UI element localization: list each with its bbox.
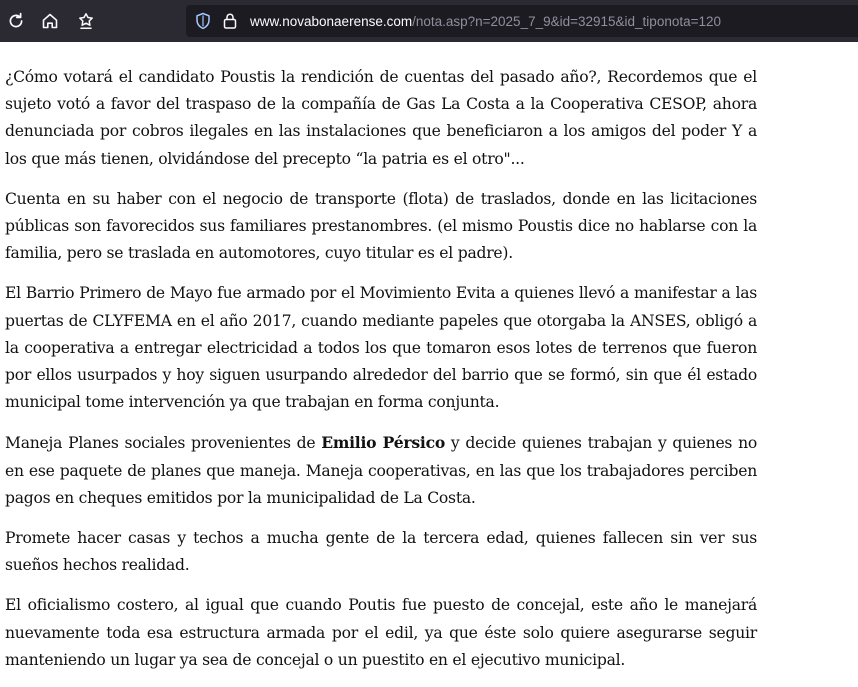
article-paragraph-5: Promete hacer casas y techos a mucha gente de la tercera edad, quienes fallecen sin ver sus sueños hechos realidad. [5,529,757,575]
article-paragraph-2: Cuenta en su haber con el negocio de transporte (flota) de traslados, donde en las licitaciones públicas son favorecidos sus familiares prestanombres. (el mismo Poustis dice no hablarse con la familia, pero se traslada en automotores, cuyo titular es el padre). [5,189,757,263]
lock-icon[interactable] [222,12,238,30]
article-paragraph-6: El oficialismo costero, al igual que cuando Poutis fue puesto de concejal, este año le manejará nuevamente toda esa estructura armada por el edil, ya que éste solo quiere asegurarse seguir manteniendo un lugar ya sea de concejal o un puestito en el ejecutivo municipal. [5,596,757,669]
browser-toolbar [0,0,858,42]
paragraph-4-text-start: Maneja Planes sociales provenientes de [5,434,322,453]
article-body [5,64,757,687]
article-paragraph-1: ¿Cómo votará el candidato Poustis la rendición de cuentas del pasado año?, Recordemos que el sujeto votó a favor del traspaso de la compañía de Gas La Costa a la Cooperativa CESOP, ahora denunciada por cobros ilegales en las instalaciones que beneficiaron a los amigos del poder Y a los que más tienen, olvidándose del precepto “la patria es el otro"... [5,68,757,168]
tracking-protection-shield-icon[interactable] [194,12,212,30]
url-bar[interactable] [186,5,858,37]
emilio-persico-name: Emilio Pérsico [321,433,445,453]
home-icon [41,12,59,30]
home-button[interactable] [34,5,66,37]
url-text[interactable] [250,14,721,29]
url-path: /nota.asp?n=2025_7_9&id=32915&id_tiponota=120 [412,13,722,29]
extensions-button[interactable] [70,5,102,37]
url-domain: www.novabonaerense.com [250,13,413,29]
extension-puzzle-icon [77,12,95,30]
reload-button[interactable] [0,5,32,37]
article-paragraph-4 [5,429,757,512]
article-paragraph-3: El Barrio Primero de Mayo fue armado por el Movimiento Evita a quienes llevó a manifestar a las puertas de CLYFEMA en el año 2017, cuando mediante papeles que otorgaba la ANSES, obligó a la cooperativa a entregar electricidad a todos los que tomaron esos lotes de terrenos que fueron por ellos usurpados y hoy siguen usurpando alrededor del barrio que se formó, sin que él estado municipal tome intervención ya que trabajan en forma conjunta. [5,284,757,412]
paragraph-4-text-end: y decide quienes trabajan y quienes no en ese paquete de planes que maneja. Maneja cooperativas, en las que los trabajadores perciben pagos en cheques emitidos por la municipalidad de La Costa. [5,434,758,507]
reload-icon [7,12,25,30]
